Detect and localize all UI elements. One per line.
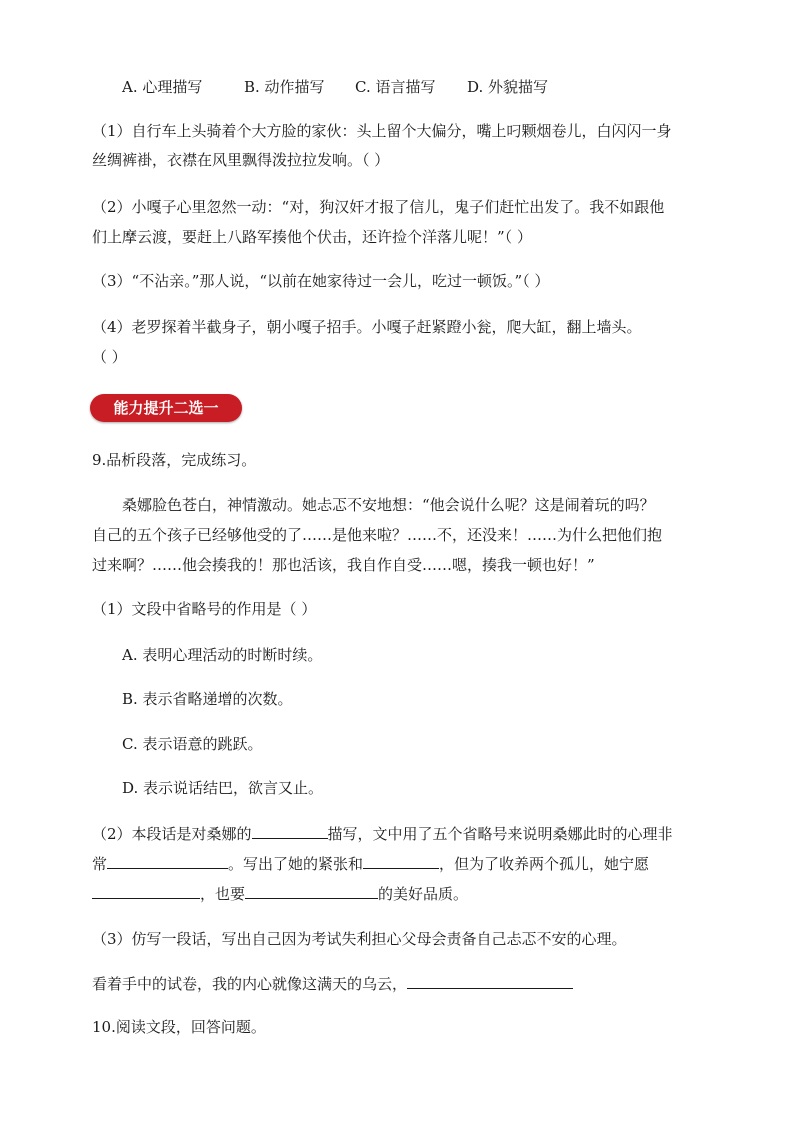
q9-sub3-answer-line: [92, 972, 573, 995]
q8-item-2-line-2: 们上摩云渡，要赶上八路军揍他个伏击，还许捡个洋落儿呢！”（ ）: [92, 228, 532, 246]
q8-item-1-line-2: 丝绸裤褂，衣襟在风里飘得泼拉拉发响。（ ）: [92, 151, 390, 169]
q8-item-1-line-1: （1）自行车上头骑着个大方脸的家伙：头上留个大偏分，嘴上叼颗烟卷儿，白闪闪一身: [92, 122, 672, 140]
q9-sub2-line-2: [92, 852, 649, 875]
answer-blank[interactable]: [407, 972, 573, 989]
q9-sub1-option-a: A. 表明心理活动的时断时续。: [122, 646, 323, 664]
q9-sub2-text: 常: [92, 855, 108, 873]
q9-passage-line-3: 过来啊？……他会揍我的！那也活该，我自作自受……嗯，揍我一顿也好！”: [92, 556, 595, 574]
q9-title: 9.品析段落，完成练习。: [92, 451, 257, 469]
q9-sub2-text: （2）本段话是对桑娜的: [92, 825, 252, 843]
q8-option-d: D. 外貌描写: [467, 78, 549, 96]
q9-sub2-line-3: [92, 882, 468, 905]
q9-sub2-text: ，也要: [200, 885, 246, 903]
q9-passage-line-1: 桑娜脸色苍白，神情激动。她忐忑不安地想：“他会说什么呢？这是闹着玩的吗？: [122, 496, 655, 514]
answer-blank[interactable]: [107, 852, 228, 869]
q9-sub2-text: 。写出了她的紧张和: [228, 855, 364, 873]
q9-sub2-text: 描写，文中用了五个省略号来说明桑娜此时的心理非: [327, 825, 673, 843]
q8-option-a: A. 心理描写: [122, 78, 203, 96]
answer-blank[interactable]: [363, 852, 439, 869]
q9-sub3-lead: 看着手中的试卷，我的内心就像这满天的乌云，: [92, 975, 408, 993]
q8-options-row: [122, 76, 548, 98]
q9-sub2-text: 的美好品质。: [378, 885, 469, 903]
q8-option-c: C. 语言描写: [355, 78, 436, 96]
q8-item-2-line-1: （2）小嘎子心里忽然一动：“对，狗汉奸才报了信儿，鬼子们赶忙出发了。我不如跟他: [92, 198, 665, 216]
answer-blank[interactable]: [92, 882, 200, 899]
answer-blank[interactable]: [252, 822, 328, 839]
q9-sub2-line-1: [92, 822, 673, 845]
q8-item-4-line-2: （ ）: [92, 348, 127, 366]
q9-sub1-option-c: C. 表示语意的跳跃。: [122, 735, 263, 753]
q10-title: 10.阅读文段，回答问题。: [92, 1018, 266, 1036]
q9-sub3-question: （3）仿写一段话，写出自己因为考试失利担心父母会责备自己忐忑不安的心理。: [92, 930, 627, 948]
q9-sub1-option-b: B. 表示省略递增的次数。: [122, 690, 293, 708]
q8-option-b: B. 动作描写: [244, 78, 325, 96]
q9-sub1-question: （1）文段中省略号的作用是（ ）: [92, 600, 317, 618]
q9-sub2-text: ，但为了收养两个孤儿，她宁愿: [439, 855, 650, 873]
q8-item-4-line-1: （4）老罗探着半截身子，朝小嘎子招手。小嘎子赶紧蹬小瓮，爬大缸，翻上墙头。: [92, 318, 642, 336]
q9-passage-line-2: 自己的五个孩子已经够他受的了……是他来啦？……不，还没来！……为什么把他们抱: [92, 526, 663, 544]
section-badge: 能力提升二选一: [90, 394, 242, 422]
q8-item-3-line-1: （3）“不沾亲。”那人说，“以前在她家待过一会儿，吃过一顿饭。”（ ）: [92, 272, 550, 290]
q9-sub1-option-d: D. 表示说话结巴，欲言又止。: [122, 779, 324, 797]
answer-blank[interactable]: [245, 882, 378, 899]
